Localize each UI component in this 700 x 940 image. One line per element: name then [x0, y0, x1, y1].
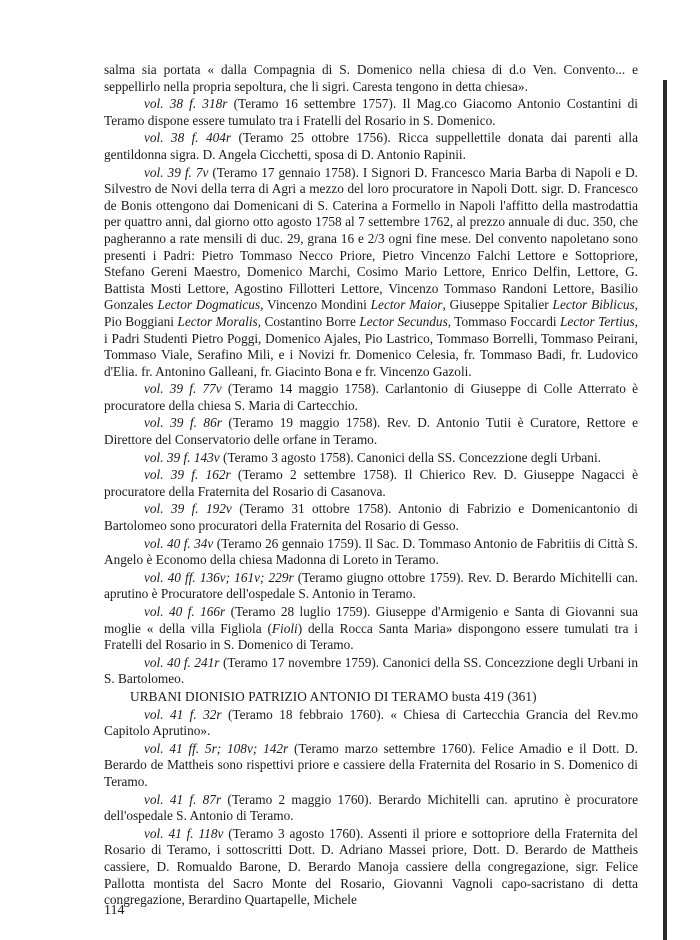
entry-text: (Teramo 2 maggio 1760). Berardo Michitelli can. aprutino è procuratore dell'ospedale S. Antonio di Teramo.: [104, 791, 638, 824]
volume-folio-reference: vol. 39 f. 7v: [144, 164, 209, 180]
entry-text: (Teramo 18 febbraio 1760). « Chiesa di Cartecchia Grancia del Rev.mo Capitolo Aprutino».: [104, 706, 638, 739]
section-heading: URBANI DIONISIO PATRIZIO ANTONIO DI TERAMO busta 419 (361): [130, 688, 537, 704]
archive-entry: [104, 96, 638, 129]
volume-folio-reference: vol. 40 f. 241r: [144, 654, 220, 670]
entry-text: (Teramo 25 ottobre 1756). Ricca suppellettile donata dai parenti alla gentildonna sigra. D. Angela Cicchetti, sposa di D. Antonio Rapinii.: [104, 130, 638, 162]
entries-before-heading: [104, 62, 638, 688]
entry-text: salma sia portata « dalla Compagnia di S. Domenico nella chiesa di d.o Ven. Convento... e seppellirlo nella propria sepoltura, che li sigri. Caresta tengono in detta chiesa».: [104, 62, 638, 94]
entry-text: (Teramo 31 ottobre 1758). Antonio di Fabrizio e Domenicantonio di Bartolomeo sono procuratori della Fraternita del Rosario di Gesso.: [104, 501, 638, 534]
document-page: [104, 62, 638, 910]
volume-folio-reference: vol. 39 f. 162r: [144, 467, 231, 483]
entry-text: (Teramo 3 agosto 1760). Assenti il priore e sottopriore della Fraternita del Rosario di Teramo, i sottoscritti Dott. D. Adriano Massei priore, Dott. D. Berardo de Mattheis cassiere, D. Romualdo Barone, D. Berardo Manoja cassiere della congregazione, sigr. Felice Pallotta montista del Sacro Monte del Rosario, Giovanni Vagnoli capo-sacristano di detta congregazione, Berardino Quartapelle, Michele: [104, 825, 638, 908]
archive-entry: [104, 536, 638, 569]
entries-after-heading: [104, 707, 638, 909]
archive-entry: [104, 604, 638, 654]
volume-folio-reference: vol. 40 f. 34v: [144, 535, 214, 551]
archive-entry: [104, 655, 638, 688]
archive-entry: [104, 501, 638, 534]
entry-text: (Teramo 28 luglio 1759). Giuseppe d'Armigenio e Santa di Giovanni sua moglie « della villa Figliola (Fioli) della Rocca Santa Maria» dispongono essere tumulati tra i Fratelli del Rosario in S. Domenico di Teramo.: [104, 604, 639, 653]
archive-entry: [104, 415, 638, 448]
volume-folio-reference: vol. 39 f. 143v: [144, 449, 220, 465]
volume-folio-reference: vol. 38 f. 404r: [144, 130, 232, 146]
volume-folio-reference: vol. 41 f. 118v: [144, 825, 224, 841]
archive-entry: [104, 450, 638, 467]
entry-text: (Teramo 2 settembre 1758). Il Chierico Rev. D. Giuseppe Nagacci è procuratore della Fraternita del Rosario di Casanova.: [104, 467, 639, 499]
archive-entry: [104, 165, 638, 381]
archive-entry: [104, 570, 638, 603]
volume-folio-reference: vol. 41 f. 87r: [144, 791, 222, 807]
entry-text: (Teramo giugno ottobre 1759). Rev. D. Berardo Michitelli can. aprutino è Procuratore dell'ospedale S. Antonio in Teramo.: [104, 569, 639, 602]
volume-folio-reference: vol. 39 f. 192v: [144, 501, 232, 517]
archive-entry: [104, 381, 638, 414]
volume-folio-reference: vol. 39 f. 86r: [144, 415, 222, 431]
archive-entry: [104, 826, 638, 909]
page-number: 114: [104, 903, 125, 918]
archive-entry: [104, 741, 638, 791]
archive-entry: [104, 707, 638, 740]
entry-text: (Teramo 14 maggio 1758). Carlantonio di Giuseppe di Colle Atterrato è procuratore della chiesa S. Maria di Cartecchio.: [104, 381, 638, 413]
entry-text: (Teramo 16 settembre 1757). Il Mag.co Giacomo Antonio Costantini di Teramo dispone essere tumulato tra i Fratelli del Rosario in S. Domenico.: [104, 96, 638, 128]
volume-folio-reference: vol. 41 f. 32r: [144, 706, 222, 722]
volume-folio-reference: vol. 38 f. 318r: [144, 96, 228, 112]
archive-entry: [104, 467, 638, 500]
entry-text: (Teramo 19 maggio 1758). Rev. D. Antonio Tutii è Curatore, Rettore e Direttore del Conservatorio delle orfane in Teramo.: [104, 415, 638, 448]
entry-text: (Teramo 17 gennaio 1758). I Signori D. Francesco Maria Barba di Napoli e D. Silvestro de Novi della terra di Agri a mezzo del loro procuratore in Napoli Dott. sigr. D. Francesco de Bonis ottengono dai Domenicani di S. Caterina a Formello in Napoli l'affitto della mastrodattia per quattro anni, dal giorno otto agosto 1758 al 7 settembre 1762, al prezzo annuale di duc. 350, che pagheranno a rate mensili di duc. 29, grana 16 e 2/3 ogni fine mese. Del convento napoletano sono presenti i Padri: Pietro Tommaso Necco Priore, Pietro Vincenzo Falchi Lettore e Sottopriore, Stefano Gereni Maestro, Domenico Marchi, Cosimo Mario Lettore, Enrico Delfin, Lettore, G. Battista Mosti Lettore, Agostino Fillotteri Lettore, Vincenzo Tommaso Randoni Lettore, Basilio Gonzales Lector Dogmaticus, Vincenzo Mondini Lector Maior, Giuseppe Spitalier Lector Biblicus, Pio Boggiani Lector Moralis, Costantino Borre Lector Secundus, Tommaso Foccardi Lector Tertius, i Padri Studenti Pietro Poggi, Domenico Ajales, Pio Lastrico, Tommaso Borrelli, Tommaso Peirani, Tommaso Viale, Serafino Mili, e i Novizi fr. Domenico Celesia, fr. Tommaso Badi, fr. Ludovico d'Elia. fr. Antonino Galleani, fr. Giacinto Bona e fr. Vincenzo Gazoli.: [104, 164, 638, 379]
entry-text: (Teramo 3 agosto 1758). Canonici della SS. Concezzione degli Urbani.: [219, 449, 601, 465]
volume-folio-reference: vol. 40 f. 166r: [144, 604, 226, 619]
scan-edge-shadow: [663, 80, 667, 940]
archive-entry: [104, 130, 638, 163]
archive-entry: [104, 62, 638, 95]
entry-text: (Teramo 26 gennaio 1759). Il Sac. D. Tommaso Antonio de Fabritiis di Città S. Angelo è Economo della chiesa Madonna di Loreto in Teramo.: [104, 535, 638, 568]
entry-text: (Teramo marzo settembre 1760). Felice Amadio e il Dott. D. Berardo de Mattheis sono rispettivi priore e cassiere della Fraternita del Rosario in S. Domenico di Teramo.: [104, 740, 638, 789]
volume-folio-reference: vol. 41 ff. 5r; 108v; 142r: [144, 740, 289, 756]
volume-folio-reference: vol. 39 f. 77v: [144, 381, 222, 397]
archive-entry: [104, 792, 638, 825]
volume-folio-reference: vol. 40 ff. 136v; 161v; 229r: [144, 569, 294, 585]
entry-text: (Teramo 17 novembre 1759). Canonici della SS. Concezzione degli Urbani in S. Bartolomeo.: [104, 654, 639, 687]
